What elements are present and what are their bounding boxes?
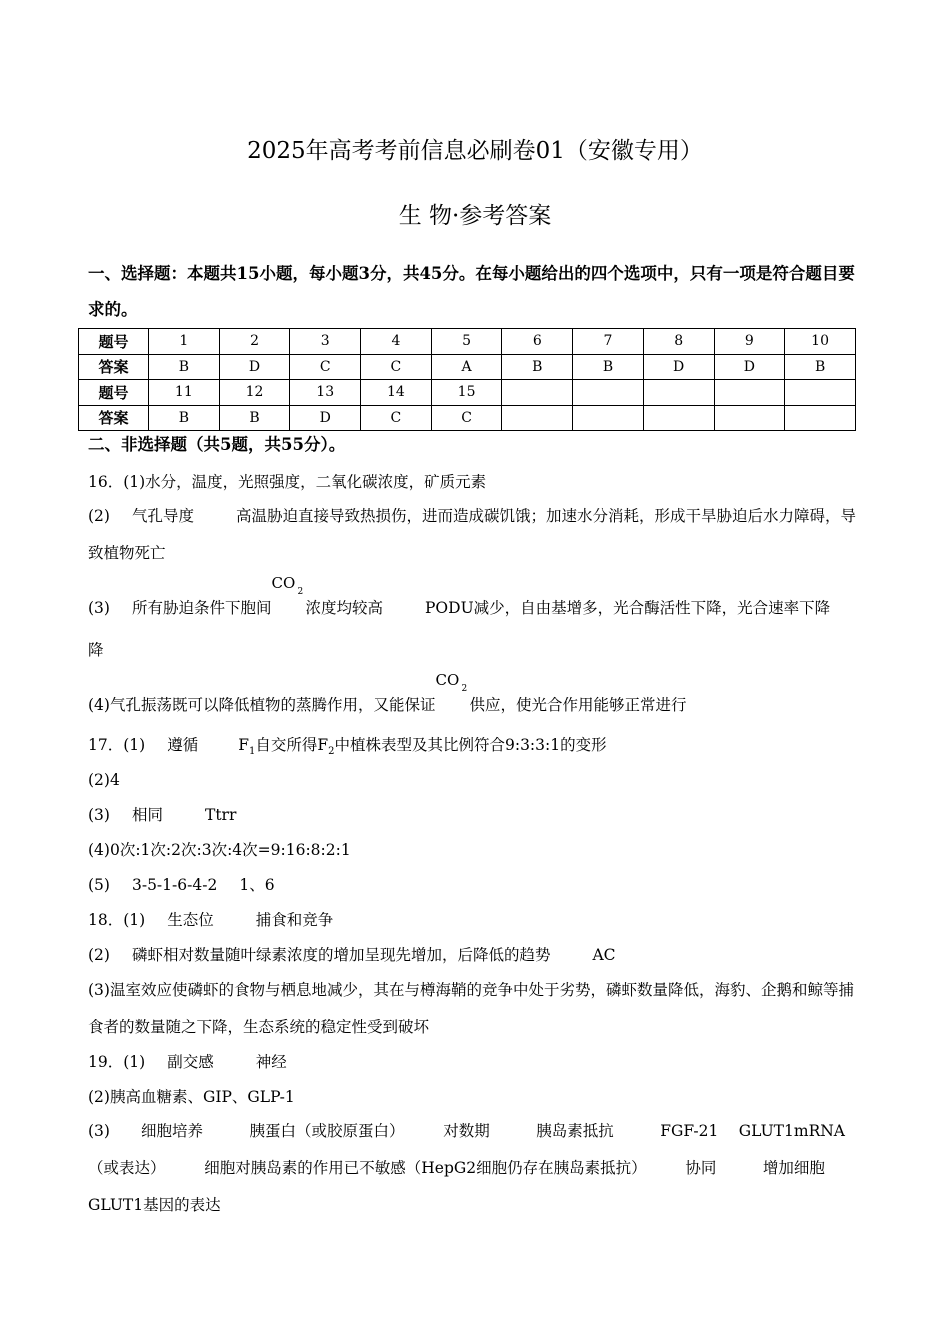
q17-part1	[88, 733, 607, 764]
q19-part3: (3) 细胞培养 胰蛋白（或胶原蛋白） 对数期 胰岛素抵抗 FGF-21 GLUT1mRNA（或表达） 细胞对胰岛素的作用已不敏感（HepG2细胞仍存在胰岛素抵抗） 协同 增加细胞GLUT1基因的表达	[88, 1122, 846, 1214]
q17-part1-answer-a: 遵循	[167, 736, 199, 754]
answer-cell: A	[431, 354, 502, 380]
question-number: 3	[290, 329, 361, 355]
q16-part3-answer-a1: 所有胁迫条件下胞间	[131, 599, 272, 617]
question-number: 13	[290, 380, 361, 406]
empty-cell	[785, 405, 856, 431]
q16-part2-answer-b: 高温胁迫直接导致热损伤，进而造成碳饥饿；加速水分消耗，形成干旱胁迫后水力障碍，导致植物死亡	[88, 507, 856, 562]
answer-cell: B	[573, 354, 644, 380]
q16-part3-number: (3)	[88, 599, 110, 617]
q17-part3-number: (3)	[88, 806, 110, 824]
page-title: 2025年高考考前信息必刷卷01（安徽专用）	[247, 138, 703, 164]
question-number: 6	[502, 329, 573, 355]
answer-cell: C	[290, 354, 361, 380]
answer-cell: D	[643, 354, 714, 380]
q18-part1-answer-b: 捕食和竞争	[255, 911, 334, 929]
q18-part2-answer-a: 磷虾相对数量随叶绿素浓度的增加呈现先增加，后降低的趋势	[131, 946, 551, 964]
question-number: 15	[431, 380, 502, 406]
question-number: 7	[573, 329, 644, 355]
q16-part3-answer-a2: 浓度均较高	[305, 599, 383, 617]
question-number: 12	[219, 380, 290, 406]
answer-table	[78, 328, 856, 431]
question-number: 5	[431, 329, 502, 355]
q16-part2-answer-a: 气孔导度	[131, 507, 194, 525]
section1-heading: 一、选择题：本题共15小题，每小题3分，共45分。在每小题给出的四个选项中，只有一项是符合题目要求的。	[88, 264, 855, 319]
answer-cell: B	[502, 354, 573, 380]
co2-formula: CO 2	[271, 574, 304, 597]
co2-formula: CO 2	[435, 671, 468, 694]
header-cell: 答案	[79, 405, 149, 431]
q16-part4	[88, 671, 687, 717]
q18-part1-number: 18．(1)	[88, 911, 146, 929]
q16-part3-wrap: 降	[88, 641, 104, 659]
q16-part4-text-b: 供应，使光合作用能够正常进行	[469, 696, 687, 714]
table-row	[79, 405, 856, 431]
q17-part5-number: (5)	[88, 876, 110, 894]
q17-part2: (2)4	[88, 771, 120, 789]
section2-heading: 二、非选择题（共5题，共55分）。	[88, 435, 346, 454]
q17-part4: (4)0次:1次:2次:3次:4次=9:16:8:2:1	[88, 841, 351, 859]
answer-cell: B	[785, 354, 856, 380]
q18-part3: (3)温室效应使磷虾的食物与栖息地减少，其在与樽海鞘的竞争中处于劣势，磷虾数量降低，海豹、企鹅和鲸等捕食者的数量随之下降，生态系统的稳定性受到破坏	[88, 981, 854, 1036]
question-number: 9	[714, 329, 785, 355]
q17-part3	[88, 803, 236, 827]
question-number: 8	[643, 329, 714, 355]
q17-part3-answer-a: 相同	[131, 806, 163, 824]
question-number: 4	[361, 329, 432, 355]
question-number: 11	[149, 380, 220, 406]
q19-part1-answer-b: 神经	[255, 1053, 287, 1071]
question-number: 10	[785, 329, 856, 355]
q16-part4-text-a: (4)气孔振荡既可以降低植物的蒸腾作用，又能保证	[88, 696, 436, 714]
answer-cell: D	[290, 405, 361, 431]
empty-cell	[714, 380, 785, 406]
empty-cell	[643, 405, 714, 431]
q17-part5	[88, 873, 275, 897]
answer-cell: C	[361, 405, 432, 431]
empty-cell	[643, 380, 714, 406]
q16-part2-number: (2)	[88, 507, 110, 525]
q18-part2-answer-b: AC	[592, 946, 616, 964]
answer-cell: D	[219, 354, 290, 380]
q19-part1	[88, 1050, 287, 1074]
question-number: 2	[219, 329, 290, 355]
empty-cell	[714, 405, 785, 431]
q16-part1: 16．(1)水分，温度，光照强度，二氧化碳浓度，矿质元素	[88, 473, 487, 491]
q17-part3-answer-b: Ttrr	[204, 806, 237, 824]
q16-part3-answer-b: PODU减少，自由基增多，光合酶活性下降，光合速率下降	[425, 599, 831, 617]
empty-cell	[573, 380, 644, 406]
q18-part1	[88, 908, 333, 932]
answer-cell: B	[149, 354, 220, 380]
q17-part5-answer-a: 3-5-1-6-4-2	[131, 876, 218, 894]
table-row	[79, 329, 856, 355]
question-number: 1	[149, 329, 220, 355]
question-number: 14	[361, 380, 432, 406]
q19-part1-number: 19．(1)	[88, 1053, 146, 1071]
header-cell: 题号	[79, 380, 149, 406]
empty-cell	[502, 380, 573, 406]
answer-cell: C	[431, 405, 502, 431]
answer-cell: C	[361, 354, 432, 380]
answer-cell: D	[714, 354, 785, 380]
q16-part3	[88, 574, 831, 620]
table-row	[79, 354, 856, 380]
q19-part2: (2)胰高血糖素、GIP、GLP-1	[88, 1088, 295, 1106]
answer-cell: B	[149, 405, 220, 431]
page-subtitle: 生 物·参考答案	[398, 203, 552, 229]
q17-part1-answer-b: $F_1$自交所得$F_2$中植株表型及其比例符合9:3:3:1的变形	[238, 736, 607, 758]
empty-cell	[573, 405, 644, 431]
empty-cell	[785, 380, 856, 406]
q18-part2	[88, 943, 616, 967]
q16-part2	[88, 498, 858, 572]
answer-cell: B	[219, 405, 290, 431]
q18-part1-answer-a: 生态位	[167, 911, 214, 929]
q17-part1-number: 17．(1)	[88, 736, 146, 754]
empty-cell	[502, 405, 573, 431]
header-cell: 题号	[79, 329, 149, 355]
q19-part1-answer-a: 副交感	[167, 1053, 214, 1071]
q18-part2-number: (2)	[88, 946, 110, 964]
header-cell: 答案	[79, 354, 149, 380]
table-row	[79, 380, 856, 406]
q17-part5-answer-b: 1、6	[239, 876, 275, 894]
